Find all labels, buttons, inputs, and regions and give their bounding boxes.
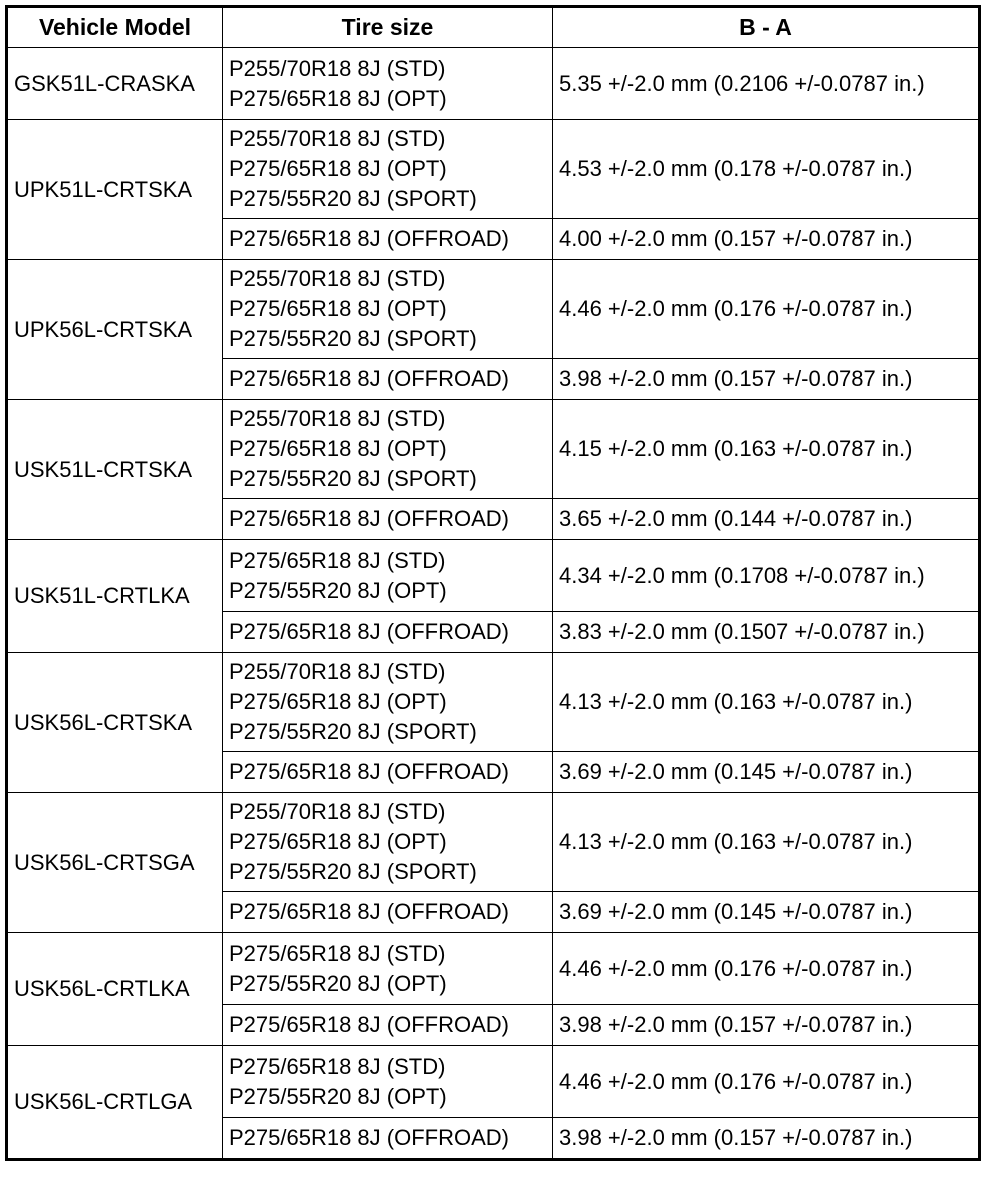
tire-size-line: P275/65R18 8J (OPT)	[229, 689, 447, 714]
b-minus-a-cell: 3.98 +/-2.0 mm (0.157 +/-0.0787 in.)	[553, 1118, 980, 1160]
tire-size-line: P275/65R18 8J (OFFROAD)	[229, 1012, 509, 1037]
tire-size-line: P275/65R18 8J (OFFROAD)	[229, 226, 509, 251]
b-minus-a-cell: 5.35 +/-2.0 mm (0.2106 +/-0.0787 in.)	[553, 48, 980, 120]
header-b-minus-a: B - A	[553, 7, 980, 48]
tire-size-line: P275/55R20 8J (SPORT)	[229, 859, 477, 884]
tire-size-line: P255/70R18 8J (STD)	[229, 406, 446, 431]
b-minus-a-cell: 3.65 +/-2.0 mm (0.144 +/-0.0787 in.)	[553, 499, 980, 540]
b-minus-a-cell: 4.34 +/-2.0 mm (0.1708 +/-0.0787 in.)	[553, 540, 980, 612]
tire-size-line: P275/65R18 8J (OFFROAD)	[229, 619, 509, 644]
b-minus-a-cell: 4.13 +/-2.0 mm (0.163 +/-0.0787 in.)	[553, 653, 980, 752]
tire-size-cell	[223, 359, 553, 400]
vehicle-model-cell: UPK51L-CRTSKA	[7, 120, 223, 260]
table-row	[7, 933, 980, 1005]
table-row	[7, 1046, 980, 1118]
tire-size-cell	[223, 1005, 553, 1046]
tire-size-line: P275/55R20 8J (OPT)	[229, 1083, 447, 1109]
header-vehicle-model: Vehicle Model	[7, 7, 223, 48]
vehicle-model-cell: USK56L-CRTLGA	[7, 1046, 223, 1160]
table-row	[7, 48, 980, 120]
header-row	[7, 7, 980, 48]
tire-size-line: P255/70R18 8J (STD)	[229, 266, 446, 291]
vehicle-model-cell: USK56L-CRTSGA	[7, 793, 223, 933]
tire-size-cell	[223, 892, 553, 933]
table-row	[7, 653, 980, 752]
table-row	[7, 400, 980, 499]
tire-size-line: P275/65R18 8J (OPT)	[229, 436, 447, 461]
vehicle-model-cell: USK51L-CRTSKA	[7, 400, 223, 540]
vehicle-model-cell: GSK51L-CRASKA	[7, 48, 223, 120]
vehicle-model-cell: USK56L-CRTSKA	[7, 653, 223, 793]
tire-size-line: P275/65R18 8J (OFFROAD)	[229, 1125, 509, 1150]
b-minus-a-cell: 4.13 +/-2.0 mm (0.163 +/-0.0787 in.)	[553, 793, 980, 892]
table-row	[7, 260, 980, 359]
tire-size-line: P275/65R18 8J (OFFROAD)	[229, 506, 509, 531]
b-minus-a-cell: 3.98 +/-2.0 mm (0.157 +/-0.0787 in.)	[553, 1005, 980, 1046]
tire-size-cell	[223, 793, 553, 892]
header-tire-size: Tire size	[223, 7, 553, 48]
b-minus-a-cell: 4.46 +/-2.0 mm (0.176 +/-0.0787 in.)	[553, 1046, 980, 1118]
b-minus-a-cell: 3.69 +/-2.0 mm (0.145 +/-0.0787 in.)	[553, 892, 980, 933]
tire-spec-table	[5, 5, 981, 1161]
tire-size-line: P275/65R18 8J (OPT)	[229, 85, 447, 111]
tire-size-line: P255/70R18 8J (STD)	[229, 55, 446, 81]
tire-size-line: P255/70R18 8J (STD)	[229, 799, 446, 824]
tire-size-cell	[223, 120, 553, 219]
tire-size-line: P275/55R20 8J (OPT)	[229, 577, 447, 603]
table-body	[7, 48, 980, 1160]
table-row	[7, 793, 980, 892]
b-minus-a-cell: 4.46 +/-2.0 mm (0.176 +/-0.0787 in.)	[553, 260, 980, 359]
b-minus-a-cell: 3.83 +/-2.0 mm (0.1507 +/-0.0787 in.)	[553, 612, 980, 653]
tire-size-line: P275/65R18 8J (OPT)	[229, 296, 447, 321]
b-minus-a-cell: 3.98 +/-2.0 mm (0.157 +/-0.0787 in.)	[553, 359, 980, 400]
tire-size-cell	[223, 1118, 553, 1160]
vehicle-model-cell: USK51L-CRTLKA	[7, 540, 223, 653]
tire-size-line: P255/70R18 8J (STD)	[229, 659, 446, 684]
tire-size-line: P275/55R20 8J (OPT)	[229, 970, 447, 996]
tire-size-line: P275/65R18 8J (STD)	[229, 1053, 446, 1079]
tire-size-line: P275/65R18 8J (OPT)	[229, 156, 447, 181]
b-minus-a-cell: 4.53 +/-2.0 mm (0.178 +/-0.0787 in.)	[553, 120, 980, 219]
tire-size-cell	[223, 499, 553, 540]
tire-size-line: P275/55R20 8J (SPORT)	[229, 466, 477, 491]
tire-size-cell	[223, 653, 553, 752]
table-row	[7, 120, 980, 219]
tire-size-line: P275/55R20 8J (SPORT)	[229, 326, 477, 351]
b-minus-a-cell: 3.69 +/-2.0 mm (0.145 +/-0.0787 in.)	[553, 752, 980, 793]
vehicle-model-cell: USK56L-CRTLKA	[7, 933, 223, 1046]
b-minus-a-cell: 4.15 +/-2.0 mm (0.163 +/-0.0787 in.)	[553, 400, 980, 499]
tire-size-cell	[223, 612, 553, 653]
tire-size-line: P275/65R18 8J (STD)	[229, 547, 446, 573]
tire-size-line: P275/65R18 8J (OFFROAD)	[229, 899, 509, 924]
tire-size-line: P275/55R20 8J (SPORT)	[229, 186, 477, 211]
tire-size-line: P275/65R18 8J (STD)	[229, 940, 446, 966]
tire-size-cell	[223, 752, 553, 793]
tire-size-line: P275/65R18 8J (OFFROAD)	[229, 366, 509, 391]
tire-size-cell	[223, 540, 553, 612]
tire-size-line: P275/65R18 8J (OFFROAD)	[229, 759, 509, 784]
tire-size-line: P275/55R20 8J (SPORT)	[229, 719, 477, 744]
tire-size-cell	[223, 48, 553, 120]
b-minus-a-cell: 4.00 +/-2.0 mm (0.157 +/-0.0787 in.)	[553, 219, 980, 260]
tire-size-cell	[223, 260, 553, 359]
tire-size-cell	[223, 219, 553, 260]
tire-size-cell	[223, 933, 553, 1005]
tire-size-cell	[223, 400, 553, 499]
tire-size-cell	[223, 1046, 553, 1118]
tire-size-line: P275/65R18 8J (OPT)	[229, 829, 447, 854]
tire-size-line: P255/70R18 8J (STD)	[229, 126, 446, 151]
b-minus-a-cell: 4.46 +/-2.0 mm (0.176 +/-0.0787 in.)	[553, 933, 980, 1005]
table-row	[7, 540, 980, 612]
vehicle-model-cell: UPK56L-CRTSKA	[7, 260, 223, 400]
